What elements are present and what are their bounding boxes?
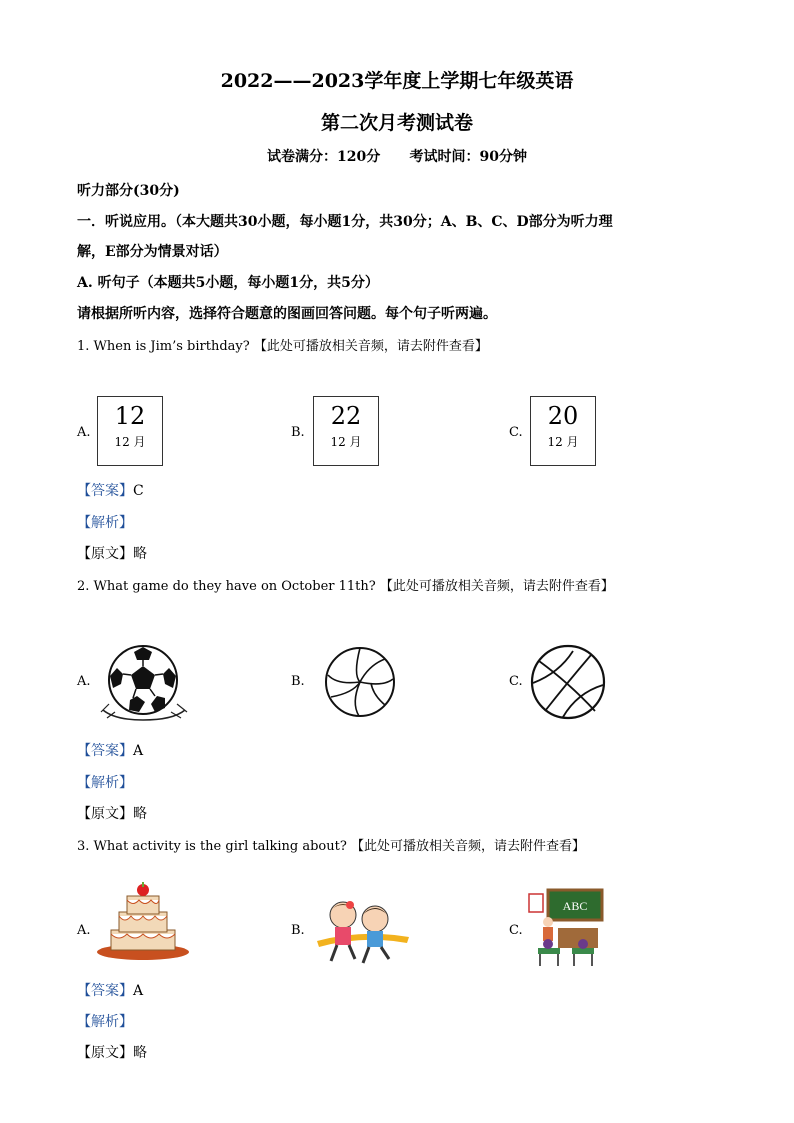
- original-value: 略: [133, 806, 147, 822]
- original-label: 【原文】: [77, 546, 133, 562]
- q2-option-b-letter: B.: [291, 674, 305, 689]
- classroom-icon: [528, 888, 610, 972]
- analysis-label: 【解析】: [77, 515, 133, 531]
- q3-analysis: [77, 1011, 133, 1031]
- q3-option-c-letter: C.: [509, 923, 523, 938]
- calendar-month: 12 月: [114, 435, 146, 449]
- q2-option-c-letter: C.: [509, 674, 523, 689]
- q1-answer: [77, 480, 144, 500]
- basketball-icon: [529, 643, 607, 721]
- q2-option-a-letter: A.: [77, 674, 91, 689]
- answer-label: 【答案】: [77, 483, 133, 499]
- original-label: 【原文】: [77, 1045, 133, 1061]
- answer-value: A: [133, 743, 144, 759]
- calendar-day: 20: [547, 402, 579, 430]
- analysis-label: 【解析】: [77, 1014, 133, 1030]
- q1-option-b-calendar: [313, 396, 379, 466]
- q1-option-b-letter: B.: [291, 425, 305, 440]
- partA-heading: A. 听句子（本题共5小题，每小题1分，共5分）: [77, 275, 379, 291]
- instruction: 请根据所听内容，选择符合题意的图画回答问题。每个句子听两遍。: [77, 306, 497, 322]
- original-value: 略: [133, 546, 147, 562]
- soccer-ball-icon: [95, 638, 191, 724]
- q1-analysis: [77, 512, 133, 532]
- calendar-day: 22: [330, 402, 362, 430]
- part1-line1: 一．听说应用。（本大题共30小题，每小题1分，共30分；A、B、C、D部分为听力理: [77, 214, 613, 230]
- q1-option-a-letter: A.: [77, 425, 91, 440]
- part1-line2: 解，E部分为情景对话）: [77, 244, 228, 260]
- classroom-board-text: ABC: [562, 899, 588, 913]
- calendar-month: 12 月: [547, 435, 579, 449]
- q1-option-a-calendar: [97, 396, 163, 466]
- original-value: 略: [133, 1045, 147, 1061]
- calendar-month: 12 月: [330, 435, 362, 449]
- analysis-label: 【解析】: [77, 775, 133, 791]
- q2-answer: [77, 740, 143, 760]
- exam-info: 试卷满分：120分 考试时间：90分钟: [267, 149, 527, 165]
- original-label: 【原文】: [77, 806, 133, 822]
- volleyball-icon: [323, 645, 397, 719]
- q3-original: [77, 1042, 147, 1062]
- answer-label: 【答案】: [77, 983, 133, 999]
- q1-option-c-calendar: [530, 396, 596, 466]
- answer-label: 【答案】: [77, 743, 133, 759]
- listening-heading: 听力部分(30分): [77, 183, 180, 199]
- page-subtitle: 第二次月考测试卷: [320, 112, 473, 134]
- q1-option-c-letter: C.: [509, 425, 523, 440]
- answer-value: A: [133, 983, 144, 999]
- calendar-day: 12: [114, 402, 146, 430]
- question-1-text: 1. When is Jim’s birthday? 【此处可播放相关音频，请去附件查看】: [77, 339, 488, 354]
- question-2-text: 2. What game do they have on October 11th? 【此处可播放相关音频，请去附件查看】: [77, 579, 614, 594]
- children-running-race-icon: [313, 897, 413, 967]
- q3-option-a-letter: A.: [77, 923, 91, 938]
- question-3-text: 3. What activity is the girl talking about? 【此处可播放相关音频，请去附件查看】: [77, 839, 585, 854]
- birthday-cake-icon: [95, 880, 191, 962]
- page-title: 2022——2023学年度上学期七年级英语: [220, 70, 574, 92]
- q3-answer: [77, 980, 143, 1000]
- q1-original: [77, 543, 147, 563]
- q3-option-b-letter: B.: [291, 923, 305, 938]
- q2-original: [77, 803, 147, 823]
- q2-analysis: [77, 772, 133, 792]
- answer-value: C: [133, 483, 144, 499]
